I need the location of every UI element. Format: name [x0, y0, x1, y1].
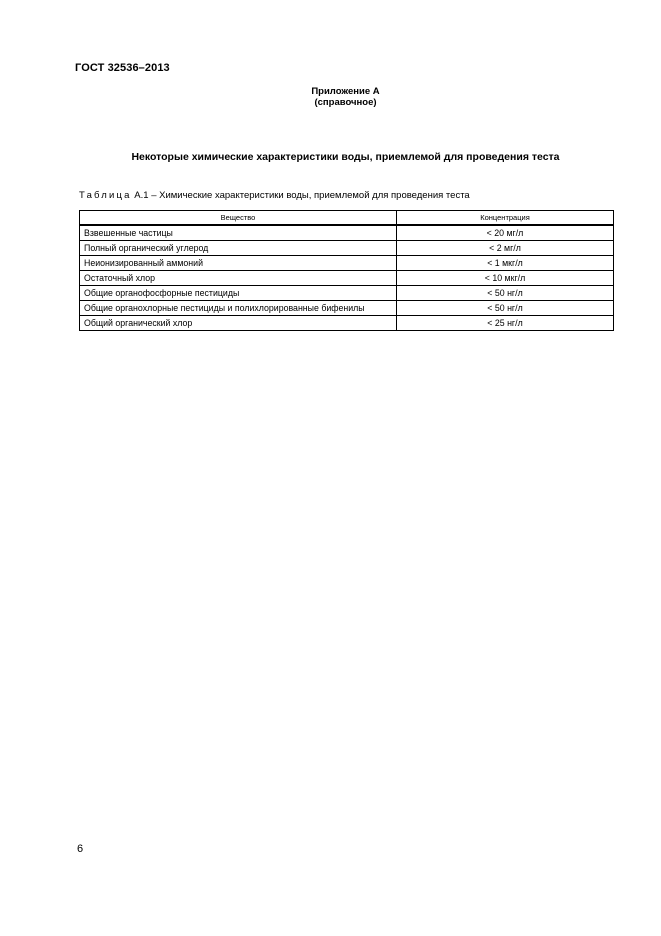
- page-number: 6: [77, 843, 84, 855]
- cell-concentration: < 25 нг/л: [397, 316, 614, 331]
- cell-substance: Полный органический углерод: [80, 241, 397, 256]
- cell-concentration: < 20 мг/л: [397, 225, 614, 241]
- cell-substance: Неионизированный аммоний: [80, 256, 397, 271]
- cell-substance: Остаточный хлор: [80, 271, 397, 286]
- cell-substance: Общие органофосфорные пестициды: [80, 286, 397, 301]
- table-row: [80, 301, 614, 316]
- table-header-row: [80, 211, 614, 226]
- table-row: [80, 286, 614, 301]
- table-row: [80, 256, 614, 271]
- cell-concentration: < 50 нг/л: [397, 301, 614, 316]
- table-caption-label: Таблица: [79, 190, 132, 201]
- cell-substance: Общие органохлорные пестициды и полихлорированные бифенилы: [80, 301, 397, 316]
- annex-status: (справочное): [314, 97, 377, 108]
- cell-concentration: < 2 мг/л: [397, 241, 614, 256]
- column-header-concentration: Концентрация: [397, 211, 614, 226]
- cell-concentration: < 1 мкг/л: [397, 256, 614, 271]
- table-row: [80, 225, 614, 241]
- table-row: [80, 241, 614, 256]
- document-code: ГОСТ 32536–2013: [75, 62, 170, 74]
- cell-concentration: < 50 нг/л: [397, 286, 614, 301]
- table-caption: [79, 190, 470, 201]
- annex-heading: [0, 86, 661, 108]
- section-title: Некоторые химические характеристики воды, приемлемой для проведения теста: [131, 151, 560, 163]
- column-header-substance: Вещество: [80, 211, 397, 226]
- cell-substance: Общий органический хлор: [80, 316, 397, 331]
- annex-title: Приложение А: [311, 86, 380, 97]
- table-row: [80, 316, 614, 331]
- cell-substance: Взвешенные частицы: [80, 225, 397, 241]
- water-characteristics-table: [79, 210, 614, 331]
- cell-concentration: < 10 мкг/л: [397, 271, 614, 286]
- table-caption-text: А.1 – Химические характеристики воды, приемлемой для проведения теста: [131, 190, 470, 201]
- table-row: [80, 271, 614, 286]
